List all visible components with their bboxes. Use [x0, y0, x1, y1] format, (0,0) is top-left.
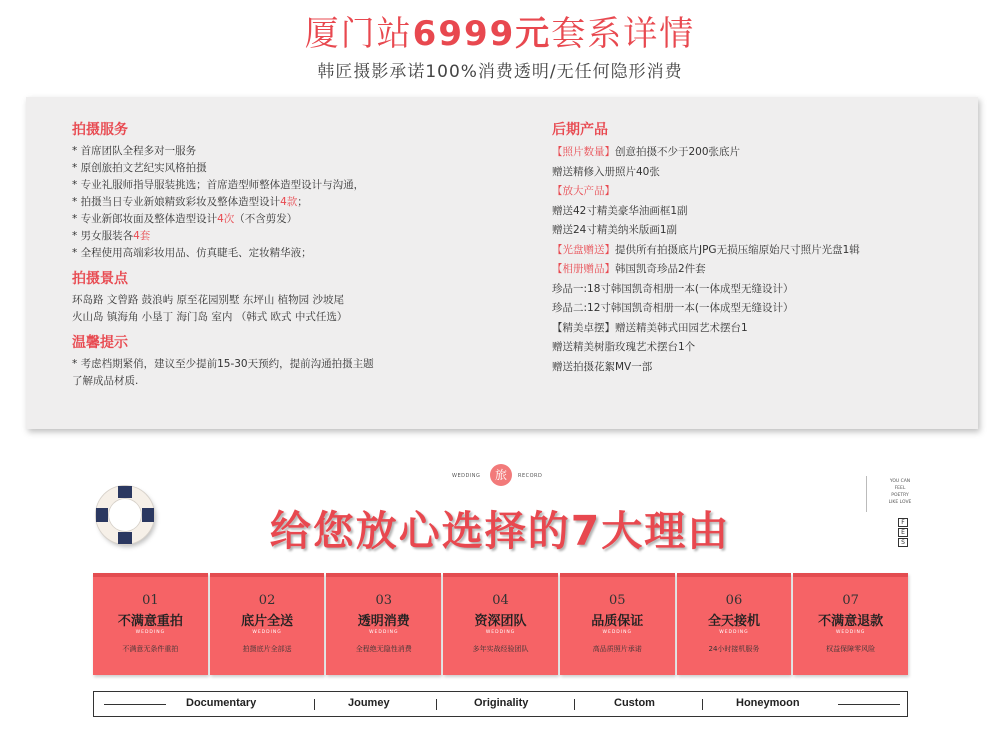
tips-line: * 考虑档期紧俏，建议至少提前15-30天预约，提前沟通拍摄主题: [72, 358, 374, 370]
service-item: * 拍摄当日专业新娘精致彩妆及整体造型设计4款；: [72, 196, 308, 208]
divider-line: [838, 704, 900, 705]
reason-card: 04 资深团队 WEDDING 多年实战经验团队: [443, 573, 558, 675]
post-line: 【照片数量】创意拍摄不少于200张底片: [552, 146, 741, 158]
left-column: [72, 119, 512, 390]
page-subtitle: 韩匠摄影承诺100%消费透明/无任何隐形消费: [317, 62, 683, 82]
brand-circle-logo: 旅: [490, 464, 512, 486]
divider-line: [104, 704, 166, 705]
spots-heading: 拍摄景点: [72, 271, 128, 287]
service-list: [72, 143, 512, 262]
tips-line: 了解成品材质.: [72, 375, 139, 387]
tab-separator: [702, 699, 703, 710]
side-note: YOU CAN FEEL POETRY LIKE LOVE: [888, 479, 912, 505]
service-heading: 拍摄服务: [72, 122, 128, 138]
spots-line: 环岛路 文曾路 鼓浪屿 原至花园别墅 东坪山 植物园 沙坡尾: [72, 294, 345, 306]
reasons-title: 给您放心选择的7大理由: [269, 507, 731, 555]
side-box-letter: E: [898, 528, 908, 537]
title-prefix: 厦门站: [304, 14, 413, 54]
tips-heading: 温馨提示: [72, 335, 128, 351]
reason-card: 01 不满意重拍 WEDDING 不满意无条件重拍: [93, 573, 208, 675]
style-tab-joumey[interactable]: Joumey: [348, 697, 390, 709]
post-line: 【光盘赠送】提供所有拍摄底片JPG无损压缩原始尺寸照片光盘1辑: [552, 243, 860, 256]
post-line: 赠送24寸精美纳米版画1副: [552, 224, 678, 236]
post-line: 赠送精修入册照片40张: [552, 165, 660, 178]
right-column: [552, 119, 972, 377]
tab-separator: [436, 699, 437, 710]
reason-card: 07 不满意退款 WEDDING 权益保障零风险: [793, 573, 908, 675]
style-tab-custom[interactable]: Custom: [614, 697, 655, 709]
title-suffix: 套系详情: [551, 14, 696, 54]
page-title: [0, 6, 1000, 55]
brand-mark: [0, 464, 1000, 488]
package-details-panel: [26, 97, 978, 429]
side-box-letter: S: [898, 538, 908, 547]
reason-card: 06 全天接机 WEDDING 24小时接机服务: [677, 573, 792, 675]
tab-separator: [574, 699, 575, 710]
post-heading: 后期产品: [552, 122, 608, 138]
reasons-row: [93, 573, 908, 675]
post-line: 赠送42寸精美豪华油画框1副: [552, 204, 688, 217]
post-line: 【放大产品】: [552, 185, 615, 197]
service-item: * 首席团队全程多对一服务: [72, 145, 197, 157]
service-item: * 全程使用高端彩妆用品、仿真睫毛、定妆精华液；: [72, 247, 312, 259]
service-item: * 原创旅拍文艺纪实风格拍摄: [72, 162, 207, 174]
post-line: 【相册赠品】韩国凯奇珍品2件套: [552, 263, 706, 275]
reason-card: 02 底片全送 WEDDING 拍摄底片全部送: [210, 573, 325, 675]
tab-separator: [314, 699, 315, 710]
post-line: 珍品二:12寸韩国凯奇相册一本(一体成型无缝设计）: [552, 302, 794, 314]
style-tab-honeymoon[interactable]: Honeymoon: [736, 697, 800, 709]
title-price: 6999元: [412, 14, 552, 54]
service-item: * 专业新郎妆面及整体造型设计4次（不含剪发）: [72, 213, 298, 225]
style-tab-documentary[interactable]: Documentary: [186, 697, 257, 709]
style-tab-originality[interactable]: Originality: [474, 697, 529, 709]
service-item: * 男女服装各4套: [72, 230, 151, 242]
style-tabs-bar: [93, 691, 908, 717]
side-box-letter: F: [898, 518, 908, 527]
brand-left-text: WEDDING: [452, 473, 481, 479]
post-line: 【精美卓摆】赠送精美韩式田园艺术摆台1: [552, 321, 748, 334]
post-line: 赠送拍摄花絮MV一部: [552, 360, 653, 373]
reason-card: 05 品质保证 WEDDING 高品质照片承诺: [560, 573, 675, 675]
post-line: 赠送精美树脂玫瑰艺术摆台1个: [552, 341, 696, 353]
reason-card: 03 透明消费 WEDDING 全程绝无隐性消费: [326, 573, 441, 675]
brand-right-text: RECORD: [518, 473, 543, 479]
post-line: 珍品一:18寸韩国凯奇相册一本(一体成型无缝设计）: [552, 282, 794, 295]
spots-line: 火山岛 镇海角 小垦丁 海门岛 室内 （韩式 欧式 中式任选）: [72, 311, 348, 323]
service-item: * 专业礼服师指导服装挑选；首席造型师整体造型设计与沟通，: [72, 179, 365, 191]
